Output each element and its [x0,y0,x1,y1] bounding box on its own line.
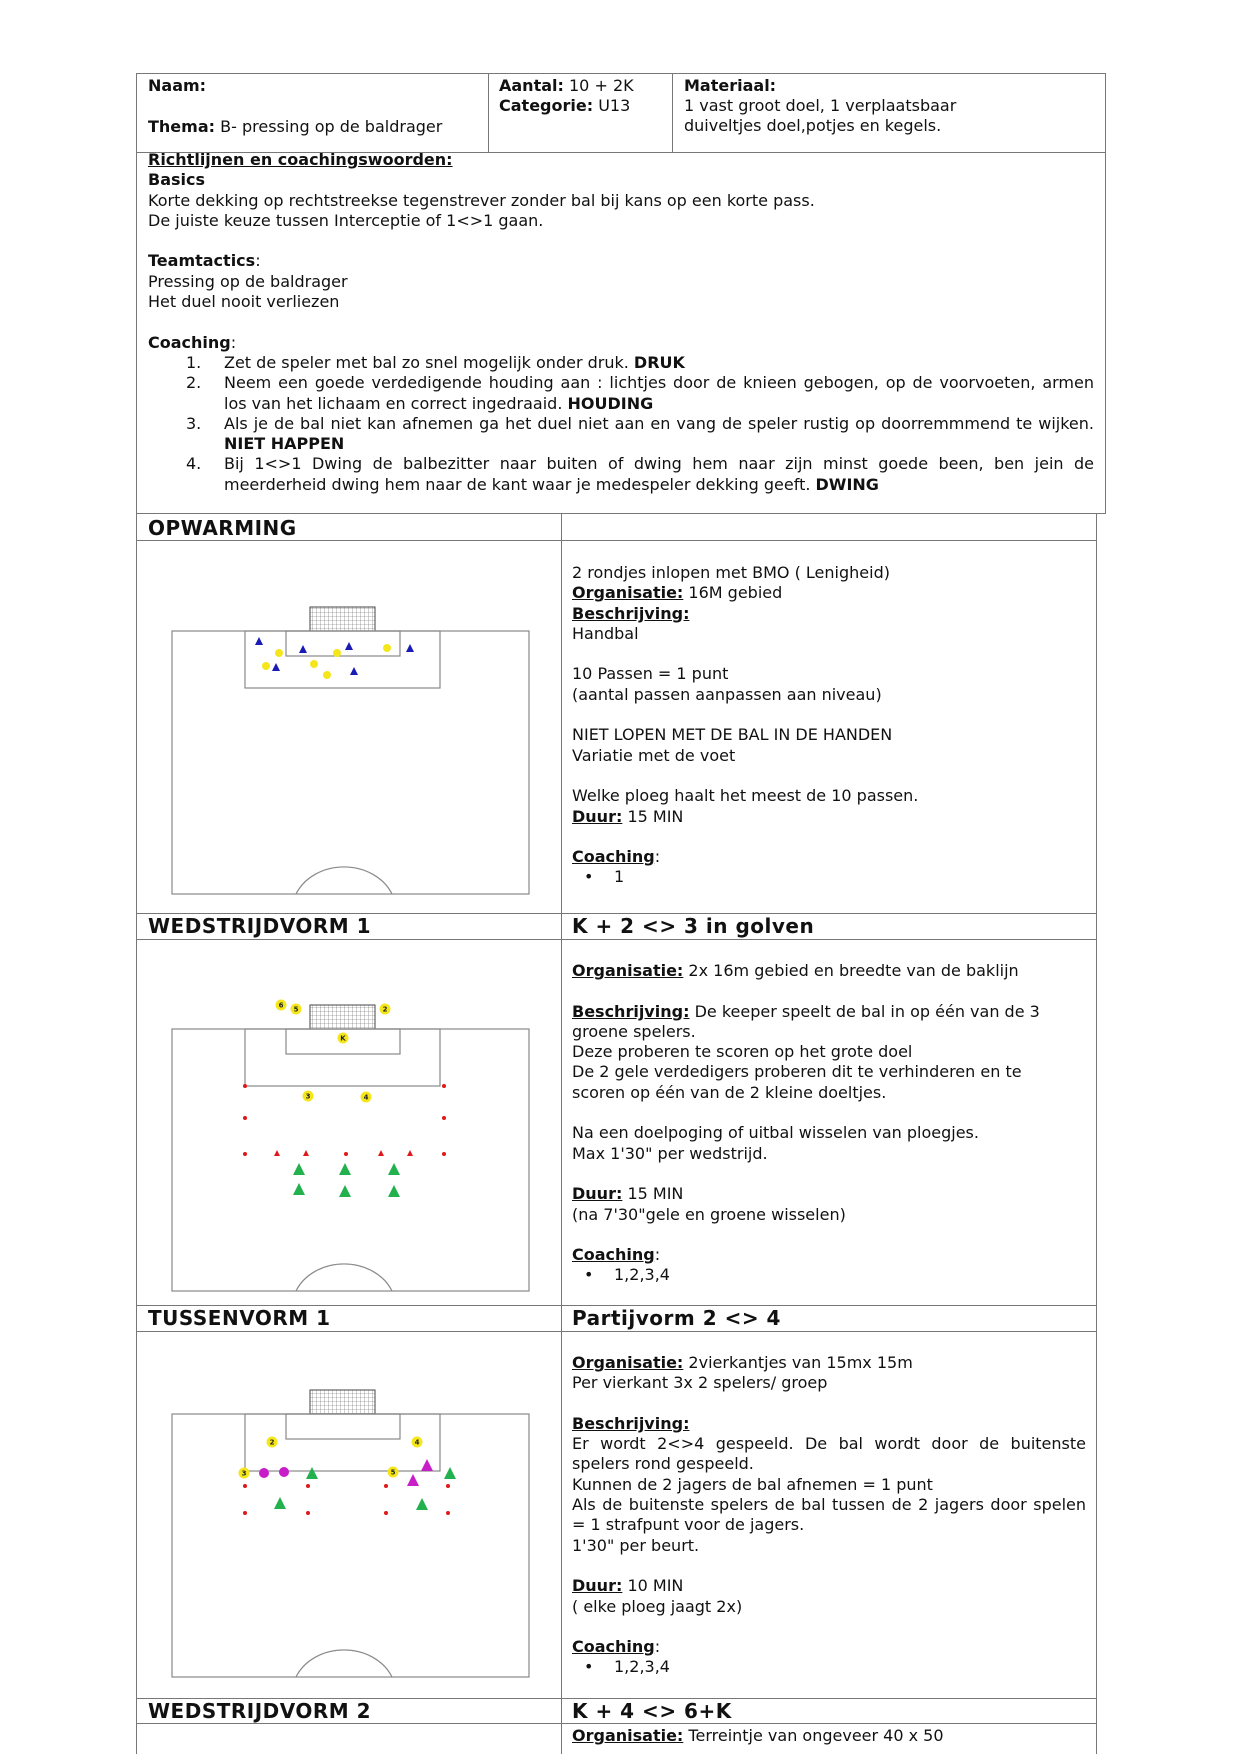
text-line: scoren op één van de 2 kleine doeltjes. [572,1082,887,1102]
yellow-player-icon [383,644,391,652]
text-line: 10 Passen = 1 punt [572,664,729,684]
teamtactics-label: Teamtactics [148,251,256,271]
player-label: 5 [390,1468,396,1477]
player-label: K [340,1034,346,1043]
player-label: 3 [305,1092,311,1101]
player-label: 3 [241,1469,247,1478]
blue-cone-icon [299,645,307,653]
green-player-icon [388,1185,400,1197]
thema-value: B- pressing op de baldrager [220,117,443,136]
yellow-player-icon [333,649,341,657]
text-line: (na 7'30"gele en groene wisselen) [572,1204,846,1224]
duur-line: Duur: 10 MIN [572,1576,684,1596]
beschrijving-line: Beschrijving: De keeper speelt de bal in op één van de 3 [572,1001,1040,1021]
table-mid-border [561,514,562,1754]
section-title-wedstrijdvorm2: WEDSTRIJDVORM 2 [148,1699,372,1723]
coaching-line: Coaching: [572,1637,661,1657]
pitch-outline [172,631,529,894]
magenta-players [259,1459,433,1486]
thema-label: Thema: [148,117,216,136]
aantal-field [499,76,634,96]
pitch-outline [172,1414,529,1677]
naam-label: Naam: [148,76,207,95]
yellow-player-icon [323,671,331,679]
table-left-border [136,514,137,1754]
teamtactics-line: Pressing op de baldrager [148,271,348,291]
text-line: (aantal passen aanpassen aan niveau) [572,684,882,704]
player-label: 4 [363,1093,369,1102]
section-title-tussenvorm1: TUSSENVORM 1 [148,1306,331,1330]
section-subtitle-wedstrijdvorm1: K + 2 <> 3 in golven [572,914,815,938]
opwarming-description [572,563,918,888]
categorie-field [499,96,630,116]
pitch-outline [172,1029,529,1291]
opwarming-field-diagram [160,600,540,900]
teamtactics-line: Het duel nooit verliezen [148,292,340,312]
text-line: ( elke ploeg jaagt 2x) [572,1596,743,1616]
beschrijving-label: Beschrijving: [572,1413,690,1433]
text-line: Er wordt 2<>4 gespeeld. De bal wordt door de buitenste spelers rond gespeeld. [572,1434,1086,1474]
aantal-label: Aantal: [499,76,564,95]
coaching-line: Coaching: [572,847,661,867]
blue-cone-icon [350,667,358,675]
duur-line: Duur: 15 MIN [572,806,684,826]
center-arc [296,1650,392,1677]
magenta-player-icon [421,1459,433,1471]
text-line: De 2 gele verdedigers proberen dit te verhinderen en te [572,1062,1022,1082]
text-line: NIET LOPEN MET DE BAL IN DE HANDEN [572,725,893,745]
beschrijving-label: Beschrijving: [572,603,690,623]
organisatie-line: Organisatie: 2x 16m gebied en breedte van de baklijn [572,961,1019,980]
organisatie-line: Organisatie: Terreintje van ongeveer 40 x 50 [572,1726,944,1745]
blue-cone-icon [272,663,280,671]
green-player-icon [444,1467,456,1479]
categorie-value: U13 [598,96,631,115]
header-divider [672,73,673,153]
coaching-bullet: • 1,2,3,4 [572,1265,1040,1285]
yellow-player-icon [275,649,283,657]
text-line: Per vierkant 3x 2 spelers/ groep [572,1373,828,1393]
coaching-label: Coaching [148,332,231,352]
text-line: Kunnen de 2 jagers de bal afnemen = 1 punt [572,1474,933,1494]
text-line: Als de buitenste spelers de bal tussen de 2 jagers door spelen = 1 strafpunt voor de jagers. [572,1495,1086,1535]
coaching-item: 3. Als je de bal niet kan afnemen ga het duel niet aan en vang de speler rustig op doorremmmend te wijken. NIET HAPPEN [186,413,1094,454]
green-players [293,1163,400,1197]
aantal-value: 10 + 2K [569,76,634,95]
player-label: 6 [278,1001,284,1010]
text-line: Welke ploeg haalt het meest de 10 passen. [572,786,919,806]
section-subtitle-wedstrijdvorm2: K + 4 <> 6+K [572,1699,732,1723]
center-arc [296,1264,392,1291]
green-player-icon [339,1163,351,1175]
text-line: 2 rondjes inlopen met BMO ( Lenigheid) [572,563,890,582]
coaching-item: 4. Bij 1<>1 Dwing de balbezitter naar buiten of dwing hem naar zijn minst goede been, ben jein de meerderheid dwing hem naar de kant waar je medespeler dekking geeft. DWING [186,454,1094,494]
green-player-icon [306,1467,318,1479]
goal-icon [310,1390,375,1414]
magenta-player-icon [279,1467,289,1477]
coaching-heading: Coaching: [148,332,237,352]
goal-icon [310,1005,375,1029]
text-line: 1'30" per beurt. [572,1535,700,1555]
player-label: 4 [414,1438,420,1447]
basics-line: De juiste keuze tussen Interceptie of 1<>1 gaan. [148,210,544,230]
organisatie-line: Organisatie: 16M gebied [572,583,783,603]
player-label: 5 [293,1005,299,1014]
thema-field [148,117,442,137]
coaching-bullet: • 1,2,3,4 [572,1657,1086,1677]
table-right-border [1096,514,1097,1754]
materiaal-line: 1 vast groot doel, 1 verplaatsbaar [684,96,957,115]
wedstrijdvorm1-field-diagram [160,995,540,1295]
red-markers [243,1084,446,1156]
row-divider [136,540,1097,541]
row-divider [136,1331,1097,1332]
coaching-item: 1. Zet de speler met bal zo snel mogelijk onder druk. DRUK [186,352,685,372]
green-player-icon [293,1163,305,1175]
header-divider [488,73,489,153]
red-cones [274,1150,413,1156]
yellow-player-icon [310,660,318,668]
section-title-wedstrijdvorm1: WEDSTRIJDVORM 1 [148,914,372,938]
yellow-player-icon [262,662,270,670]
magenta-player-icon [407,1474,419,1486]
materiaal-label: Materiaal: [684,76,777,95]
text-line: Na een doelpoging of uitbal wisselen van ploegjes. [572,1123,979,1143]
red-markers [243,1484,450,1515]
green-player-icon [274,1497,286,1509]
player-label: 2 [382,1005,388,1014]
row-divider [136,939,1097,940]
wedstrijdvorm1-description [572,961,1040,1286]
coaching-list [148,353,1094,495]
tussenvorm1-description [572,1353,1086,1678]
text-line: Deze proberen te scoren op het grote doel [572,1042,913,1062]
teamtactics-heading: Teamtactics: [148,251,261,271]
player-label: 2 [269,1438,275,1447]
organisatie-line: Organisatie: 2vierkantjes van 15mx 15m [572,1353,913,1372]
text-line: Max 1'30" per wedstrijd. [572,1143,768,1163]
green-player-icon [339,1185,351,1197]
text-line: groene spelers. [572,1021,696,1041]
green-player-icon [416,1498,428,1510]
center-arc [296,867,392,894]
coaching-bullet: • 1 [572,867,918,887]
green-player-icon [388,1163,400,1175]
guidelines-title: Richtlijnen en coachingswoorden: [148,150,453,169]
blue-cone-icon [345,642,353,650]
basics-line: Korte dekking op rechtstreekse tegenstrever zonder bal bij kans op een korte pass. [148,190,815,210]
green-players [274,1467,456,1510]
text-line: Variatie met de voet [572,745,736,765]
text-line: Handbal [572,623,639,643]
blue-cone-icon [406,644,414,652]
blue-cone-icon [255,637,263,645]
penalty-area [245,631,440,688]
goal-area [286,1414,400,1439]
coaching-line: Coaching: [572,1245,661,1265]
section-title-opwarming: OPWARMING [148,516,297,540]
duur-line: Duur: 15 MIN [572,1184,684,1204]
categorie-label: Categorie: [499,96,594,115]
materiaal-line: duiveltjes doel,potjes en kegels. [684,116,942,135]
guidelines-content [148,150,1094,495]
row-divider [136,1723,1097,1724]
goal-icon [310,607,375,631]
basics-label: Basics [148,170,206,190]
magenta-player-icon [259,1468,269,1478]
green-player-icon [293,1183,305,1195]
coaching-item: 2. Neem een goede verdedigende houding aan : lichtjes door de knieen gebogen, op de voorvoeten, armen los van het lichaam en correct ingedraaid. HOUDING [186,373,1094,413]
section-subtitle-tussenvorm1: Partijvorm 2 <> 4 [572,1306,781,1330]
tussenvorm1-field-diagram [160,1385,540,1685]
